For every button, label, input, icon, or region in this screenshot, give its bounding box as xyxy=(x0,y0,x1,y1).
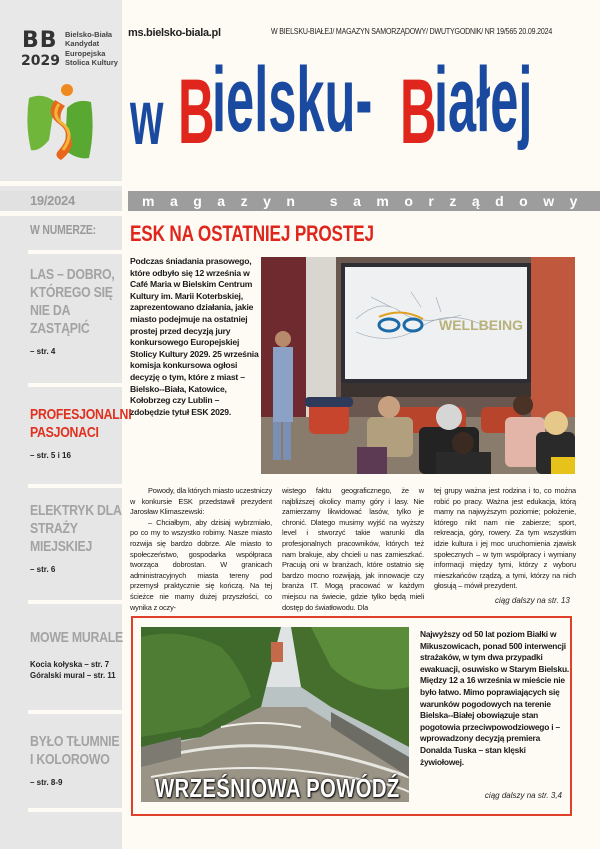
toc-title[interactable]: ELEKTRYK DLA STRAŻY MIEJSKIEJ xyxy=(30,502,122,555)
continued-link[interactable]: ciąg dalszy na str. 13 xyxy=(495,596,570,605)
toc-subitem[interactable]: Góralski mural – str. 11 xyxy=(30,670,116,680)
bb-caption-line: Bielsko-Biała xyxy=(65,30,113,39)
paragraph: tej grupy ważna jest rodzina i to, co można robić po pracy. Ważna jest edukacja, którą mamy na najwyższym poziomie; położenie, którego nikt nam nie zabierze; sport, rekreacja, góry, rowery. Za tym wszystkim idzie kultura i jej moc uruchomienia zjawisk społecznych – w tym współpracy i wymiany informacji między tymi, którzy z wyboru mieszkańców rządzą, a tymi, którzy na nich głosują – mówił prezydent. xyxy=(434,486,576,591)
issue-meta: W BIELSKU-BIAŁEJ/ MAGAZYN SAMORZĄDOWY/ DWUTYGODNIK/ NR 19/565 20.09.2024 xyxy=(271,27,553,36)
in-issue-heading: W NUMERZE: xyxy=(30,222,96,237)
masthead-w: w xyxy=(130,73,164,161)
press-breakfast-photo-icon xyxy=(261,257,575,474)
continued-link[interactable]: ciąg dalszy na str. 3,4 xyxy=(484,791,562,800)
flood-text: Najwyższy od 50 lat poziom Białki w Mikuszowicach, ponad 500 interwencji strażaków, w tym dwa przypadki ewakuacji, osuwisko w Starym Bielsku. Między 12 a 16 września w mieście nie było łatwo. Mimo poprawiających się warunków pogodowych na terenie Bielska--Białej obowiązuje stan pogotowia przeciwpowodziowego i – wprowadzony decyzją premiera Donalda Tuska – stan klęski żywiołowej. xyxy=(420,629,569,767)
tagline-bar: magazyn samorządowy xyxy=(128,191,600,211)
paragraph: Powody, dla których miasto uczestniczy w konkursie ESK przedstawił prezydent Jarosław Klimaszewski: xyxy=(130,486,272,517)
bb-caption-line: Europejska xyxy=(65,48,106,58)
toc-item-professionals[interactable] xyxy=(30,406,132,460)
divider xyxy=(0,211,122,216)
flood-photo-title: WRZEŚNIOWA POWÓDŹ xyxy=(155,773,400,802)
toc-subitem[interactable]: Kocia kołyska – str. 7 xyxy=(30,659,110,669)
body-column-3 xyxy=(434,486,576,613)
toc-item-crowds[interactable] xyxy=(30,733,122,787)
divider xyxy=(28,600,122,604)
toc-item-murals[interactable] xyxy=(30,629,122,681)
flood-article-box xyxy=(131,616,572,816)
lead-photo xyxy=(261,257,575,474)
bb-caption-line: Stolica Kultury xyxy=(65,57,118,67)
divider xyxy=(0,181,122,186)
sidebar xyxy=(0,0,132,849)
divider xyxy=(28,808,122,812)
flood-photo xyxy=(141,627,409,802)
paragraph: wistego faktu geograficznego, że w najbliższej okolicy mamy góry i lasy. Nie zamierzamy likwidować lasów, tylko je chronić. Dlatego musimy wyjść na wyższy level i stworzyć takie warunki dla profesjonalnych pracowników, których też nam brakuje, aby chcieli u nas zamieszkać. Pracują oni w branżach, które ostatnio się bardzo mocno rozwijają, jak innowacje czy branża IT. Mogą pracować w każdym miejscu na świecie, gdzie tylko będą mieli dostęp do światłowodu. Dla xyxy=(282,486,424,612)
toc-title[interactable]: LAS – DOBRO, KTÓREGO SIĘ NIE DA ZASTĄPIĆ xyxy=(30,266,115,337)
body-column-2 xyxy=(282,486,424,613)
lead-article-title: ESK NA OSTATNIEJ PROSTEJ xyxy=(130,221,374,246)
esk-candidate-badge xyxy=(0,0,122,180)
toc-item-forest[interactable] xyxy=(30,266,122,356)
lead-body xyxy=(130,486,577,613)
body-column-1 xyxy=(130,486,272,613)
toc-title[interactable]: PROFESJONALNI PASJONACI xyxy=(30,406,132,441)
paragraph: – Chciałbym, aby dzisiaj wybrzmiało, po co my to wszystko robimy. Nasze miasto rozwija się bardzo dobrze. Ale miasto to społeczeństwo, gospodarka współpraca tworząca dobrostan. W granicach administracyjnych miasta tereny pod przemysł praktycznie się kończą. Na tej ścieżce nie mamy dużej przyszłości, co wynika z oczy- xyxy=(130,517,272,612)
issue-number: 19/2024 xyxy=(0,191,122,211)
toc-item-electrician[interactable] xyxy=(30,502,122,574)
toc-page: – str. 8-9 xyxy=(30,778,63,787)
bb-mark: BB xyxy=(22,28,58,53)
bb-caption-line: Kandydat xyxy=(65,39,100,49)
toc-title[interactable]: MOWE MURALE xyxy=(30,629,123,646)
masthead-ielsku: ielsku- xyxy=(212,49,373,151)
lead-intro: Podczas śniadania prasowego, które odbyło się 12 września w Café Maria w Bielskim Centrum Kultury im. Marii Koterbskiej, zaprezentowano działania, jakie miasto podejmuje na ostatniej prostej przed decyzją jury konkursowego Europejskiej Stolicy Kultury 2029. 25 września komisja konkursowa ogłosi decyzję o tym, które z miast – Bielsko--Biała, Katowice, Kołobrzeg czy Lublin – zdobędzie tytuł ESK 2029. xyxy=(130,256,259,417)
divider xyxy=(28,484,122,488)
toc-page: – str. 4 xyxy=(30,347,56,356)
site-url-link[interactable]: ms.bielsko-biala.pl xyxy=(128,27,221,39)
divider xyxy=(28,250,122,254)
masthead-b1: B xyxy=(178,61,215,163)
bb-caption xyxy=(65,30,118,67)
masthead-b2: B xyxy=(400,61,437,163)
bb-year: 2029 xyxy=(21,53,60,69)
toc-page: – str. 5 i 16 xyxy=(30,451,71,460)
toc-subitems xyxy=(30,659,122,681)
esk-2029-logo-icon xyxy=(25,80,95,165)
svg-text:WELLBEING: WELLBEING xyxy=(439,317,523,333)
divider xyxy=(28,383,122,387)
toc-page: – str. 6 xyxy=(30,565,56,574)
toc-title[interactable]: BYŁO TŁUMNIE I KOLOROWO xyxy=(30,733,120,768)
divider xyxy=(28,710,122,714)
masthead-ialej: iałej xyxy=(434,49,533,151)
